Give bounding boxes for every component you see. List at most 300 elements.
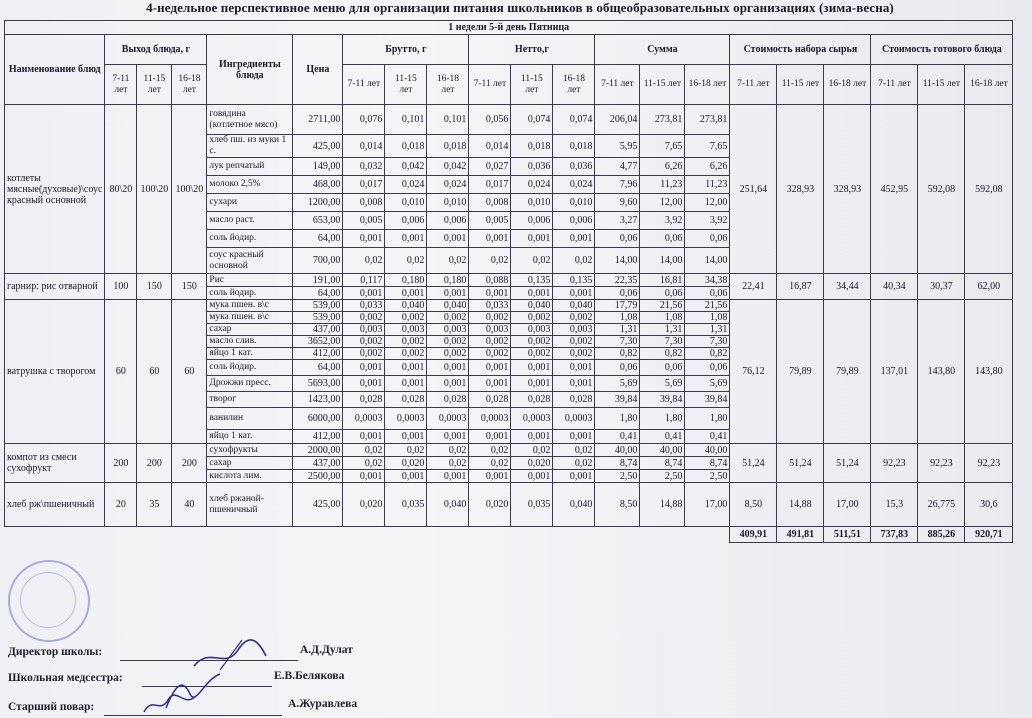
ingredient-sum: 5,69 <box>640 376 685 392</box>
nurse-autograph <box>160 668 230 716</box>
ingredient-netto: 0,001 <box>469 287 511 300</box>
ready-cost: 92,23 <box>965 444 1013 483</box>
dish-yield: 100\20 <box>172 105 207 274</box>
ingredient-netto: 0,018 <box>511 135 553 158</box>
ingredient-sum: 3,92 <box>640 212 685 230</box>
dish-yield: 100\20 <box>137 105 172 274</box>
ingredient-netto: 0,0003 <box>511 408 553 430</box>
ingredient-sum: 0,82 <box>685 348 730 360</box>
ingredient-sum: 5,69 <box>685 376 730 392</box>
ingredient-price: 468,00 <box>293 176 343 194</box>
ingredient-netto: 0,02 <box>511 444 553 457</box>
dish-yield: 150 <box>137 274 172 300</box>
ingredient-name: масло раст. <box>207 212 293 230</box>
ingredient-netto: 0,001 <box>553 430 595 444</box>
ingredient-sum: 1,31 <box>595 324 640 336</box>
ingredient-netto: 0,074 <box>511 105 553 135</box>
ingredient-brutto: 0,020 <box>343 483 385 527</box>
ingredient-brutto: 0,002 <box>427 312 469 324</box>
dish-yield: 60 <box>137 300 172 444</box>
ingredient-sum: 12,00 <box>685 194 730 212</box>
dish-yield: 60 <box>105 300 137 444</box>
header-ready-cost: Стоимость готового блюда <box>871 35 1013 65</box>
ingredient-brutto: 0,020 <box>385 457 427 470</box>
ingredient-sum: 8,74 <box>595 457 640 470</box>
ingredient-brutto: 0,018 <box>427 135 469 158</box>
header-age-raw: 11-15 лет <box>777 65 824 105</box>
ingredient-netto: 0,001 <box>511 470 553 483</box>
ingredient-sum: 39,84 <box>595 392 640 408</box>
header-age-sum: 7-11 лет <box>595 65 640 105</box>
ingredient-brutto: 0,002 <box>427 336 469 348</box>
ingredient-brutto: 0,040 <box>385 300 427 312</box>
ingredient-sum: 0,82 <box>640 348 685 360</box>
ingredient-brutto: 0,02 <box>427 444 469 457</box>
ingredient-sum: 8,50 <box>595 483 640 527</box>
cook-autograph <box>140 690 200 718</box>
ingredient-sum: 8,74 <box>640 457 685 470</box>
menu-table-body <box>5 21 1013 543</box>
ingredient-netto: 0,028 <box>553 392 595 408</box>
raw-cost: 17,00 <box>824 483 871 527</box>
ingredient-brutto: 0,180 <box>385 274 427 287</box>
ingredient-sum: 34,38 <box>685 274 730 287</box>
ingredient-name: соль йодир. <box>207 287 293 300</box>
day-row <box>5 21 1013 35</box>
ingredient-brutto: 0,001 <box>385 470 427 483</box>
ingredient-netto: 0,001 <box>469 360 511 376</box>
ready-cost: 592,08 <box>918 105 965 274</box>
ingredient-brutto: 0,117 <box>343 274 385 287</box>
ready-cost: 40,34 <box>871 274 918 300</box>
school-stamp <box>8 560 90 642</box>
ingredient-brutto: 0,001 <box>385 376 427 392</box>
raw-cost: 14,88 <box>777 483 824 527</box>
raw-cost: 22,41 <box>730 274 777 300</box>
ingredient-brutto: 0,001 <box>427 287 469 300</box>
ingredient-name: сахар <box>207 324 293 336</box>
ingredient-brutto: 0,002 <box>385 348 427 360</box>
ingredient-sum: 3,27 <box>595 212 640 230</box>
ingredient-netto: 0,135 <box>553 274 595 287</box>
ingredient-sum: 14,00 <box>685 248 730 274</box>
ingredient-name: яйцо 1 кат. <box>207 430 293 444</box>
ingredient-brutto: 0,001 <box>343 430 385 444</box>
header-raw-cost: Стоимость набора сырья <box>730 35 871 65</box>
totals-row <box>5 527 1013 543</box>
signature-name-nurse: Е.В.Белякова <box>274 670 345 682</box>
ingredient-netto: 0,056 <box>469 105 511 135</box>
ingredient-netto: 0,040 <box>553 483 595 527</box>
ingredient-brutto: 0,001 <box>343 360 385 376</box>
ingredient-brutto: 0,002 <box>343 336 385 348</box>
ingredient-price: 64,00 <box>293 230 343 248</box>
ingredient-netto: 0,02 <box>469 248 511 274</box>
ingredient-netto: 0,036 <box>511 158 553 176</box>
ready-cost: 62,00 <box>965 274 1013 300</box>
raw-cost: 8,50 <box>730 483 777 527</box>
ingredient-sum: 11,23 <box>640 176 685 194</box>
ingredient-netto: 0,036 <box>553 158 595 176</box>
ingredient-price: 425,00 <box>293 483 343 527</box>
ready-cost: 92,23 <box>918 444 965 483</box>
ingredient-netto: 0,003 <box>511 324 553 336</box>
ingredient-brutto: 0,101 <box>385 105 427 135</box>
ingredient-price: 1200,00 <box>293 194 343 212</box>
header-sum: Сумма <box>595 35 730 65</box>
ingredient-name: мука пшен. в\с <box>207 300 293 312</box>
table-row <box>5 105 1013 135</box>
ingredient-sum: 273,81 <box>640 105 685 135</box>
ready-cost: 15,3 <box>871 483 918 527</box>
signature-name-cook: А.Журавлева <box>288 698 358 710</box>
ingredient-brutto: 0,032 <box>343 158 385 176</box>
ingredient-netto: 0,074 <box>553 105 595 135</box>
ingredient-netto: 0,002 <box>511 348 553 360</box>
ingredient-brutto: 0,010 <box>385 194 427 212</box>
ingredient-netto: 0,040 <box>553 300 595 312</box>
ingredient-brutto: 0,001 <box>427 230 469 248</box>
ingredient-sum: 40,00 <box>595 444 640 457</box>
ingredient-brutto: 0,005 <box>343 212 385 230</box>
header-netto: Нетто,г <box>469 35 595 65</box>
ingredient-sum: 1,80 <box>685 408 730 430</box>
ingredient-netto: 0,017 <box>469 176 511 194</box>
ingredient-sum: 14,00 <box>640 248 685 274</box>
ingredient-sum: 0,06 <box>685 230 730 248</box>
dish-yield: 60 <box>172 300 207 444</box>
ingredient-brutto: 0,001 <box>343 287 385 300</box>
director-autograph <box>190 636 270 676</box>
total-ready: 920,71 <box>965 527 1013 543</box>
ingredient-brutto: 0,001 <box>343 230 385 248</box>
ingredient-price: 5693,00 <box>293 376 343 392</box>
ingredient-netto: 0,008 <box>469 194 511 212</box>
ingredient-netto: 0,024 <box>553 176 595 194</box>
ingredient-sum: 1,31 <box>640 324 685 336</box>
ingredient-sum: 39,84 <box>640 392 685 408</box>
raw-cost: 51,24 <box>730 444 777 483</box>
ingredient-name: творог <box>207 392 293 408</box>
ingredient-brutto: 0,0003 <box>385 408 427 430</box>
ready-cost: 143,80 <box>965 300 1013 444</box>
header-age-sum: 11-15 лет <box>640 65 685 105</box>
ingredient-sum: 1,08 <box>640 312 685 324</box>
ingredient-brutto: 0,001 <box>385 230 427 248</box>
header-age-brutto: 7-11 лет <box>343 65 385 105</box>
ingredient-price: 64,00 <box>293 360 343 376</box>
ingredient-price: 2000,00 <box>293 444 343 457</box>
ingredient-name: сахар <box>207 457 293 470</box>
ingredient-name: соль йодир. <box>207 230 293 248</box>
raw-cost: 51,24 <box>824 444 871 483</box>
ingredient-brutto: 0,002 <box>427 348 469 360</box>
ingredient-price: 412,00 <box>293 348 343 360</box>
ingredient-netto: 0,002 <box>511 336 553 348</box>
ingredient-netto: 0,033 <box>469 300 511 312</box>
ingredient-brutto: 0,076 <box>343 105 385 135</box>
ingredient-sum: 7,30 <box>640 336 685 348</box>
ingredient-netto: 0,002 <box>553 312 595 324</box>
ingredient-sum: 0,06 <box>595 230 640 248</box>
ingredient-sum: 3,92 <box>685 212 730 230</box>
ingredient-netto: 0,02 <box>553 248 595 274</box>
ingredient-sum: 0,41 <box>685 430 730 444</box>
header-age-ready: 7-11 лет <box>871 65 918 105</box>
ingredient-netto: 0,02 <box>469 444 511 457</box>
ingredient-brutto: 0,002 <box>385 312 427 324</box>
ingredient-sum: 39,84 <box>685 392 730 408</box>
signature-line <box>104 715 282 716</box>
ingredient-netto: 0,006 <box>511 212 553 230</box>
ingredient-sum: 40,00 <box>685 444 730 457</box>
raw-cost: 328,93 <box>824 105 871 274</box>
ingredient-netto: 0,001 <box>469 430 511 444</box>
ingredient-name: кислота лим. <box>207 470 293 483</box>
ingredient-sum: 7,30 <box>685 336 730 348</box>
ingredient-netto: 0,002 <box>553 348 595 360</box>
ingredient-netto: 0,135 <box>511 274 553 287</box>
ingredient-sum: 5,69 <box>595 376 640 392</box>
ingredient-name: ванилин <box>207 408 293 430</box>
ingredient-sum: 0,06 <box>685 360 730 376</box>
ingredient-brutto: 0,02 <box>427 248 469 274</box>
ingredient-sum: 0,06 <box>595 360 640 376</box>
ingredient-sum: 16,81 <box>640 274 685 287</box>
ingredient-sum: 7,30 <box>595 336 640 348</box>
page-title: 4-недельное перспективное меню для организации питания школьников в общеобразовательных организациях (зима-весна) <box>146 0 894 15</box>
ingredient-sum: 21,56 <box>685 300 730 312</box>
dish-name: гарнир: рис отварной <box>5 274 105 300</box>
ingredient-price: 2500,00 <box>293 470 343 483</box>
ingredient-price: 653,00 <box>293 212 343 230</box>
ingredient-sum: 0,06 <box>640 230 685 248</box>
raw-cost: 79,89 <box>777 300 824 444</box>
ingredient-netto: 0,024 <box>511 176 553 194</box>
ingredient-brutto: 0,042 <box>385 158 427 176</box>
ready-cost: 143,80 <box>918 300 965 444</box>
ready-cost: 137,01 <box>871 300 918 444</box>
ingredient-name: говядина (котлетное мясо) <box>207 105 293 135</box>
total-ready: 737,83 <box>871 527 918 543</box>
raw-cost: 328,93 <box>777 105 824 274</box>
ingredient-brutto: 0,028 <box>343 392 385 408</box>
ingredient-netto: 0,040 <box>511 300 553 312</box>
ingredient-brutto: 0,0003 <box>343 408 385 430</box>
ingredient-brutto: 0,101 <box>427 105 469 135</box>
ingredient-name: масло слив. <box>207 336 293 348</box>
ingredient-sum: 2,50 <box>685 470 730 483</box>
ingredient-netto: 0,02 <box>553 457 595 470</box>
ingredient-brutto: 0,028 <box>385 392 427 408</box>
ingredient-brutto: 0,001 <box>427 430 469 444</box>
ingredient-netto: 0,088 <box>469 274 511 287</box>
ingredient-brutto: 0,001 <box>385 287 427 300</box>
ingredient-sum: 12,00 <box>640 194 685 212</box>
ingredient-price: 2711,00 <box>293 105 343 135</box>
ingredient-brutto: 0,02 <box>343 457 385 470</box>
ingredient-brutto: 0,02 <box>385 444 427 457</box>
ingredient-sum: 0,06 <box>595 287 640 300</box>
ingredient-sum: 8,74 <box>685 457 730 470</box>
ingredient-sum: 0,41 <box>595 430 640 444</box>
signature-line <box>120 660 298 661</box>
ingredient-price: 425,00 <box>293 135 343 158</box>
ingredient-name: Дрожжи пресс. <box>207 376 293 392</box>
ingredient-brutto: 0,003 <box>427 324 469 336</box>
table-row <box>5 483 1013 527</box>
ingredient-price: 191,00 <box>293 274 343 287</box>
ingredient-price: 437,00 <box>293 324 343 336</box>
ingredient-sum: 22,35 <box>595 274 640 287</box>
table-row <box>5 274 1013 287</box>
ingredient-netto: 0,027 <box>469 158 511 176</box>
ingredient-netto: 0,002 <box>469 348 511 360</box>
menu-table <box>4 20 1013 543</box>
ingredient-netto: 0,002 <box>553 336 595 348</box>
ingredient-netto: 0,001 <box>553 287 595 300</box>
ingredient-sum: 4,77 <box>595 158 640 176</box>
header-brutto: Брутто, г <box>343 35 469 65</box>
header-age-sum: 16-18 лет <box>685 65 730 105</box>
ingredient-name: мука пшен. в\с <box>207 312 293 324</box>
ready-cost: 26,775 <box>918 483 965 527</box>
ingredient-price: 700,00 <box>293 248 343 274</box>
header-age-yield: 16-18 лет <box>172 65 207 105</box>
ingredient-netto: 0,006 <box>553 212 595 230</box>
ingredient-sum: 14,00 <box>595 248 640 274</box>
ingredient-netto: 0,002 <box>511 312 553 324</box>
ingredient-netto: 0,02 <box>511 248 553 274</box>
header-yield: Выход блюда, г <box>105 35 207 65</box>
ingredient-sum: 21,56 <box>640 300 685 312</box>
ingredient-sum: 1,08 <box>595 312 640 324</box>
ingredient-brutto: 0,02 <box>427 457 469 470</box>
ingredient-brutto: 0,02 <box>385 248 427 274</box>
ingredient-netto: 0,001 <box>553 230 595 248</box>
ingredient-sum: 5,95 <box>595 135 640 158</box>
ingredient-sum: 40,00 <box>640 444 685 457</box>
dish-yield: 35 <box>137 483 172 527</box>
raw-cost: 51,24 <box>777 444 824 483</box>
ingredient-name: соус красный основной <box>207 248 293 274</box>
ingredient-netto: 0,003 <box>553 324 595 336</box>
dish-yield: 150 <box>172 274 207 300</box>
table-row <box>5 444 1013 457</box>
dish-yield: 80\20 <box>105 105 137 274</box>
ingredient-price: 6000,00 <box>293 408 343 430</box>
dish-yield: 200 <box>137 444 172 483</box>
raw-cost: 251,64 <box>730 105 777 274</box>
ingredient-netto: 0,001 <box>511 287 553 300</box>
ingredient-netto: 0,005 <box>469 212 511 230</box>
header-row-ages <box>5 65 1013 105</box>
ingredient-netto: 0,020 <box>511 457 553 470</box>
ingredient-sum: 7,65 <box>685 135 730 158</box>
ingredient-brutto: 0,018 <box>385 135 427 158</box>
header-name: Наименование блюд <box>5 35 105 105</box>
ingredient-brutto: 0,0003 <box>427 408 469 430</box>
ingredient-netto: 0,003 <box>469 324 511 336</box>
ingredient-netto: 0,02 <box>469 457 511 470</box>
ingredient-sum: 1,31 <box>685 324 730 336</box>
ingredient-brutto: 0,003 <box>385 324 427 336</box>
ingredient-sum: 2,50 <box>640 470 685 483</box>
ingredient-brutto: 0,017 <box>343 176 385 194</box>
ingredient-brutto: 0,02 <box>343 248 385 274</box>
dish-name: хлеб рж\пшеничный <box>5 483 105 527</box>
day-title: 1 недели 5-й день Пятница <box>5 21 1013 35</box>
ready-cost: 452,95 <box>871 105 918 274</box>
ingredient-brutto: 0,035 <box>385 483 427 527</box>
table-row <box>5 300 1013 312</box>
dish-name: котлеты мясные(духовые)\соус красный основной <box>5 105 105 274</box>
ingredient-sum: 7,96 <box>595 176 640 194</box>
ingredient-netto: 0,001 <box>469 470 511 483</box>
ingredient-brutto: 0,001 <box>385 430 427 444</box>
ingredient-brutto: 0,001 <box>343 376 385 392</box>
ready-cost: 592,08 <box>965 105 1013 274</box>
ingredient-brutto: 0,042 <box>427 158 469 176</box>
ingredient-sum: 0,06 <box>685 287 730 300</box>
ingredient-name: Рис <box>207 274 293 287</box>
ingredient-netto: 0,035 <box>511 483 553 527</box>
ingredient-sum: 14,88 <box>640 483 685 527</box>
ingredient-brutto: 0,002 <box>385 336 427 348</box>
ingredient-brutto: 0,001 <box>427 360 469 376</box>
total-raw: 511,51 <box>824 527 871 543</box>
ingredient-sum: 0,82 <box>595 348 640 360</box>
raw-cost: 16,87 <box>777 274 824 300</box>
ingredient-sum: 6,26 <box>640 158 685 176</box>
ingredient-netto: 0,028 <box>469 392 511 408</box>
header-age-raw: 16-18 лет <box>824 65 871 105</box>
signature-name-director: А.Д.Дулат <box>300 644 353 656</box>
ingredient-price: 3652,00 <box>293 336 343 348</box>
ingredient-netto: 0,001 <box>511 376 553 392</box>
ingredient-brutto: 0,010 <box>427 194 469 212</box>
signature-role-cook: Старший повар: <box>8 701 95 713</box>
header-age-ready: 16-18 лет <box>965 65 1013 105</box>
ingredient-sum: 273,81 <box>685 105 730 135</box>
header-ingredients: Ингредиенты блюда <box>207 35 293 105</box>
ingredient-brutto: 0,040 <box>427 483 469 527</box>
ingredient-name: сухофрукты <box>207 444 293 457</box>
ingredient-brutto: 0,024 <box>385 176 427 194</box>
ingredient-name: хлеб пш. из муки 1 с. <box>207 135 293 158</box>
ingredient-brutto: 0,024 <box>427 176 469 194</box>
header-age-brutto: 16-18 лет <box>427 65 469 105</box>
ingredient-sum: 0,41 <box>640 430 685 444</box>
ingredient-price: 149,00 <box>293 158 343 176</box>
ingredient-brutto: 0,006 <box>427 212 469 230</box>
ingredient-sum: 1,80 <box>595 408 640 430</box>
ingredient-brutto: 0,006 <box>385 212 427 230</box>
ingredient-sum: 1,08 <box>685 312 730 324</box>
dish-name: компот из смеси сухофрукт <box>5 444 105 483</box>
ingredient-price: 412,00 <box>293 430 343 444</box>
ingredient-brutto: 0,02 <box>343 444 385 457</box>
ingredient-netto: 0,014 <box>469 135 511 158</box>
ingredient-netto: 0,001 <box>553 360 595 376</box>
ingredient-name: лук репчатый <box>207 158 293 176</box>
ingredient-brutto: 0,001 <box>385 360 427 376</box>
ingredient-netto: 0,0003 <box>469 408 511 430</box>
header-age-yield: 7-11 лет <box>105 65 137 105</box>
raw-cost: 76,12 <box>730 300 777 444</box>
ingredient-brutto: 0,002 <box>343 312 385 324</box>
ingredient-brutto: 0,001 <box>427 470 469 483</box>
